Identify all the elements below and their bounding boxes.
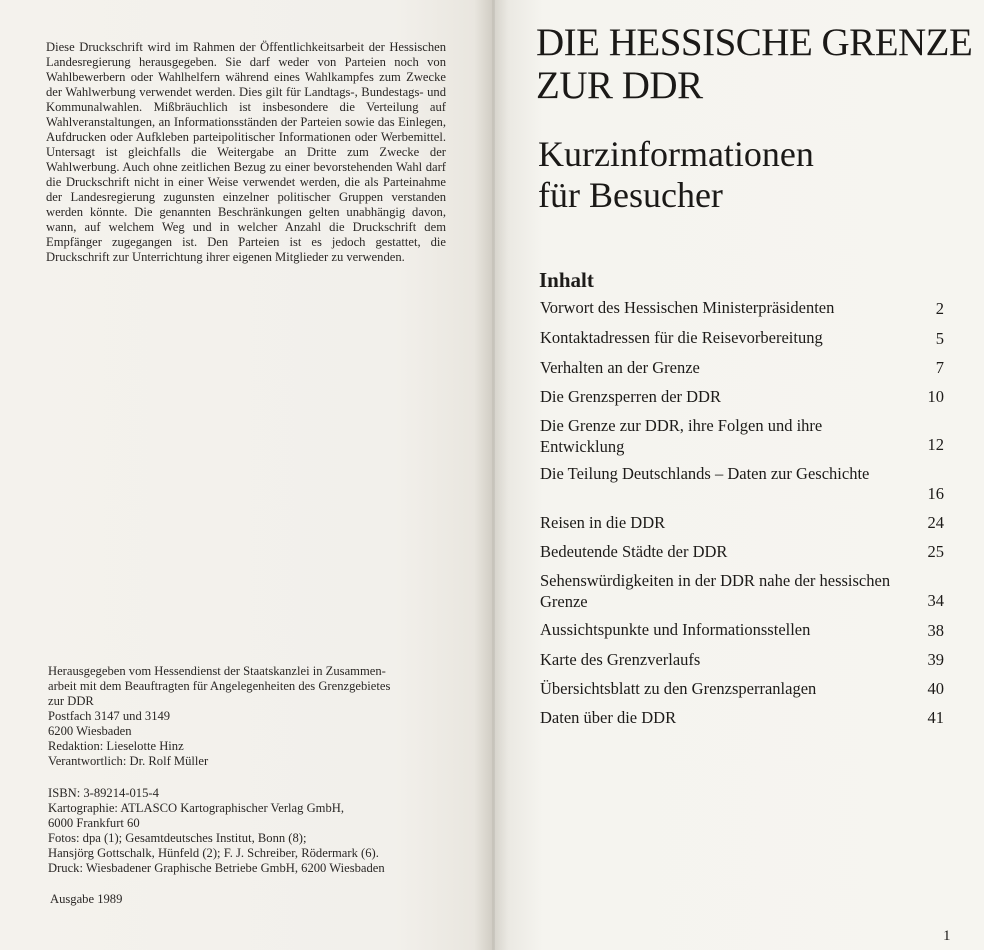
toc-entry-title: Vorwort des Hessischen Ministerpräsidenten — [540, 298, 835, 317]
toc-entry-title: Bedeutende Städte der DDR — [540, 542, 728, 561]
publisher-line: arbeit mit dem Beauftragten für Angelegenheiten des Grenzgebietes — [48, 679, 391, 693]
toc-entry-page: 5 — [935, 328, 944, 348]
publisher-line: zur DDR — [48, 694, 94, 708]
credits-line: ISBN: 3-89214-015-4 — [48, 786, 159, 800]
toc-entry — [540, 619, 944, 649]
toc-entry — [540, 357, 944, 387]
toc-entry-page: 2 — [935, 298, 944, 318]
toc-entry-page: 10 — [927, 387, 944, 406]
credits-line: 6000 Frankfurt 60 — [48, 816, 140, 830]
page-subtitle — [538, 134, 814, 216]
publisher-line: Redaktion: Lieselotte Hinz — [48, 739, 184, 753]
toc-entry-title: Verhalten an der Grenze — [540, 357, 700, 377]
publisher-line: 6200 Wiesbaden — [48, 724, 132, 738]
toc-entry-title: Daten über die DDR — [540, 708, 677, 727]
toc-entry-page: 12 — [927, 435, 944, 454]
toc-entry — [540, 678, 944, 707]
table-of-contents — [540, 297, 944, 736]
imprint — [48, 664, 458, 893]
toc-entry — [540, 386, 944, 415]
toc-entry-page: 39 — [927, 650, 944, 669]
publisher-line: Verantwortlich: Dr. Rolf Müller — [48, 754, 209, 768]
edition: Ausgabe 1989 — [50, 892, 123, 906]
subtitle-line-2: für Besucher — [538, 175, 723, 215]
toc-entry-page: 34 — [927, 591, 944, 610]
toc-entry-page: 40 — [927, 679, 944, 698]
toc-entry — [540, 541, 944, 570]
toc-entry-title: Die Grenzsperren der DDR — [540, 387, 721, 406]
subtitle-line-1: Kurzinformationen — [538, 134, 814, 174]
toc-entry-page: 38 — [927, 621, 944, 640]
credits-line: Hansjörg Gottschalk, Hünfeld (2); F. J. Schreiber, Rödermark (6). — [48, 846, 379, 860]
toc-entry — [540, 707, 944, 736]
toc-entry-page: 25 — [927, 542, 944, 561]
publisher-line: Postfach 3147 und 3149 — [48, 709, 171, 723]
title-line-2: ZUR DDR — [536, 64, 703, 107]
toc-entry-page: 7 — [935, 358, 944, 377]
page-title — [536, 21, 972, 107]
title-line-1: DIE HESSISCHE GRENZE — [536, 21, 973, 64]
toc-entry-title: Sehenswürdigkeiten in der DDR nahe der hessischen Grenze — [540, 571, 891, 611]
toc-entry-title: Die Grenze zur DDR, ihre Folgen und ihre Entwicklung — [540, 416, 823, 456]
disclaimer-text: Diese Druckschrift wird im Rahmen der Öffentlichkeitsarbeit der Hessischen Landesregierung herausgegeben. Sie darf weder von Parteien noch von Wahlbewerbern oder Wahlhelfern während eines Wahlkampfes zum Zwecke der Wahlwerbung verwendet werden. Dies gilt für Landtags-, Bundestags- und Kommunalwahlen. Mißbräuchlich ist insbesondere die Verteilung auf Wahlveranstaltungen, an Informationsständen der Parteien sowie das Einlegen, Aufdrucken oder Aufkleben parteipolitischer Informationen oder Werbemittel. Untersagt ist gleichfalls die Weitergabe an Dritte zum Zwecke der Wahlwerbung. Auch ohne zeitlichen Bezug zu einer bevorstehenden Wahl darf die Druckschrift nicht in einer Weise verwendet werden, die als Parteinahme der Landesregierung zugunsten einzelner politischer Gruppen verstanden werden könnte. Die genannten Beschränkungen gelten unabhängig davon, wann, auf welchem Weg und in welcher Anzahl die Druckschrift dem Empfänger zugegangen ist. Den Parteien ist es jedoch gestattet, die Druckschrift zur Unterrichtung ihrer eigenen Mitglieder zu verwenden. — [46, 39, 446, 264]
page-number: 1 — [943, 928, 951, 944]
toc-entry-title: Kontaktadressen für die Reisevorbereitung — [540, 327, 823, 347]
toc-entry-title: Die Teilung Deutschlands – Daten zur Geschichte — [540, 464, 870, 483]
toc-entry-page: 41 — [927, 708, 944, 727]
credits-line: Druck: Wiesbadener Graphische Betriebe GmbH, 6200 Wiesbaden — [48, 861, 385, 875]
toc-entry — [540, 649, 944, 678]
toc-entry — [540, 327, 944, 357]
book-gutter — [492, 0, 495, 950]
publisher-line: Herausgegeben vom Hessendienst der Staatskanzlei in Zusammen- — [48, 664, 386, 678]
toc-entry-page: 24 — [927, 513, 944, 532]
credits-line: Kartographie: ATLASCO Kartographischer Verlag GmbH, — [48, 801, 345, 815]
toc-entry — [540, 297, 944, 327]
credits-block — [48, 786, 458, 876]
toc-entry — [540, 570, 944, 619]
toc-entry — [540, 512, 944, 541]
toc-entry — [540, 463, 944, 512]
toc-entry-title: Aussichtspunkte und Informationsstellen — [540, 620, 811, 639]
toc-entry-page: 16 — [927, 484, 944, 503]
credits-line: Fotos: dpa (1); Gesamtdeutsches Institut, Bonn (8); — [48, 831, 307, 845]
toc-heading: Inhalt — [539, 268, 594, 292]
toc-entry — [540, 415, 944, 463]
publisher-block — [48, 664, 458, 769]
toc-entry-title: Übersichtsblatt zu den Grenzsperranlagen — [540, 679, 817, 698]
toc-entry-title: Karte des Grenzverlaufs — [540, 650, 701, 669]
toc-entry-title: Reisen in die DDR — [540, 513, 666, 532]
